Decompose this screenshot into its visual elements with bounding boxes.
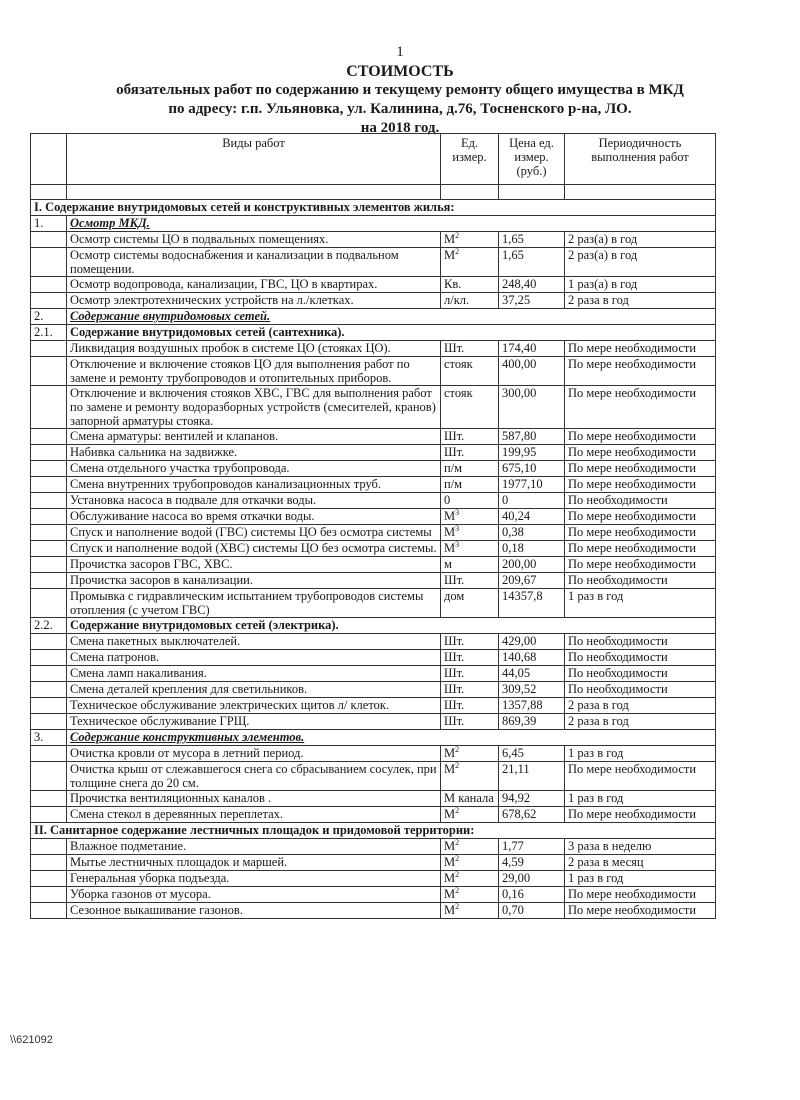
row-number bbox=[31, 277, 67, 293]
row-number bbox=[31, 650, 67, 666]
price-cell: 200,00 bbox=[499, 557, 565, 573]
table-row bbox=[31, 762, 716, 791]
unit-cell bbox=[441, 714, 499, 730]
period-cell: По мере необходимости bbox=[565, 445, 716, 461]
unit-cell bbox=[441, 698, 499, 714]
unit-text: Шт. bbox=[444, 650, 465, 664]
unit-text: М bbox=[444, 248, 456, 262]
unit-cell bbox=[441, 557, 499, 573]
unit-text: м bbox=[444, 557, 452, 571]
period-cell: По мере необходимости bbox=[565, 903, 716, 919]
section-heading-row bbox=[31, 200, 716, 216]
row-number bbox=[31, 357, 67, 386]
period-cell: 2 раз(а) в год bbox=[565, 248, 716, 277]
table-row bbox=[31, 557, 716, 573]
unit-text: Шт. bbox=[444, 666, 465, 680]
unit-exponent: 2 bbox=[455, 761, 460, 770]
work-name: Смена ламп накаливания. bbox=[67, 666, 441, 682]
subsection-title: Осмотр МКД. bbox=[67, 216, 716, 232]
unit-cell bbox=[441, 477, 499, 493]
unit-cell bbox=[441, 573, 499, 589]
price-cell: 94,92 bbox=[499, 791, 565, 807]
unit-exponent: 2 bbox=[455, 231, 460, 240]
unit-cell bbox=[441, 887, 499, 903]
price-cell: 199,95 bbox=[499, 445, 565, 461]
price-cell: 29,00 bbox=[499, 871, 565, 887]
row-number bbox=[31, 461, 67, 477]
period-cell: По необходимости bbox=[565, 493, 716, 509]
empty-cell bbox=[67, 185, 441, 200]
work-name: Осмотр системы водоснабжения и канализации в подвальном помещении. bbox=[67, 248, 441, 277]
subsection-row bbox=[31, 309, 716, 325]
unit-exponent: 3 bbox=[455, 540, 460, 549]
period-cell: 2 раза в год bbox=[565, 698, 716, 714]
table-row bbox=[31, 293, 716, 309]
unit-cell bbox=[441, 746, 499, 762]
period-cell: По мере необходимости bbox=[565, 541, 716, 557]
unit-exponent: 2 bbox=[455, 902, 460, 911]
table-spacer-row bbox=[31, 185, 716, 200]
row-number bbox=[31, 573, 67, 589]
unit-text: п/м bbox=[444, 477, 463, 491]
table-row bbox=[31, 855, 716, 871]
price-cell: 675,10 bbox=[499, 461, 565, 477]
document-title: СТОИМОСТЬ bbox=[346, 63, 454, 80]
column-header-works: Виды работ bbox=[67, 134, 441, 185]
unit-cell bbox=[441, 903, 499, 919]
table-row bbox=[31, 493, 716, 509]
price-cell: 1977,10 bbox=[499, 477, 565, 493]
price-cell: 0,38 bbox=[499, 525, 565, 541]
period-cell: По мере необходимости bbox=[565, 762, 716, 791]
table-row bbox=[31, 357, 716, 386]
unit-text: М bbox=[444, 871, 456, 885]
period-cell: 1 раз в год bbox=[565, 871, 716, 887]
table-row bbox=[31, 525, 716, 541]
work-name: Смена пакетных выключателей. bbox=[67, 634, 441, 650]
unit-text: стояк bbox=[444, 357, 473, 371]
work-name: Техническое обслуживание ГРЩ. bbox=[67, 714, 441, 730]
unit-cell bbox=[441, 666, 499, 682]
work-name: Техническое обслуживание электрических щитов л/ клеток. bbox=[67, 698, 441, 714]
period-cell: По мере необходимости bbox=[565, 461, 716, 477]
unit-text: М bbox=[444, 509, 456, 523]
unit-exponent: 3 bbox=[455, 508, 460, 517]
work-name: Смена стекол в деревянных переплетах. bbox=[67, 807, 441, 823]
work-name: Ликвидация воздушных пробок в системе ЦО (стояках ЦО). bbox=[67, 341, 441, 357]
period-cell: По мере необходимости bbox=[565, 509, 716, 525]
period-cell: По мере необходимости bbox=[565, 887, 716, 903]
unit-exponent: 2 bbox=[455, 870, 460, 879]
unit-cell bbox=[441, 509, 499, 525]
empty-cell bbox=[565, 185, 716, 200]
row-number bbox=[31, 493, 67, 509]
unit-text: М bbox=[444, 762, 456, 776]
subsection-title: Содержание внутридомовых сетей. bbox=[67, 309, 716, 325]
period-cell: По мере необходимости bbox=[565, 429, 716, 445]
unit-exponent: 2 bbox=[455, 838, 460, 847]
empty-cell bbox=[31, 185, 67, 200]
work-name: Смена деталей крепления для светильников. bbox=[67, 682, 441, 698]
period-cell: По мере необходимости bbox=[565, 357, 716, 386]
unit-cell bbox=[441, 461, 499, 477]
period-cell: 2 раза в год bbox=[565, 714, 716, 730]
unit-text: Шт. bbox=[444, 429, 465, 443]
page-number: 1 bbox=[396, 44, 404, 60]
row-number bbox=[31, 855, 67, 871]
table-row bbox=[31, 429, 716, 445]
row-number bbox=[31, 589, 67, 618]
price-cell: 21,11 bbox=[499, 762, 565, 791]
unit-cell bbox=[441, 839, 499, 855]
unit-exponent: 2 bbox=[455, 806, 460, 815]
table-row bbox=[31, 871, 716, 887]
unit-text: Шт. bbox=[444, 445, 465, 459]
unit-cell bbox=[441, 525, 499, 541]
unit-text: Шт. bbox=[444, 714, 465, 728]
table-row bbox=[31, 232, 716, 248]
subsection-number: 2.1. bbox=[31, 325, 67, 341]
period-cell: 2 раза в год bbox=[565, 293, 716, 309]
price-cell: 300,00 bbox=[499, 386, 565, 429]
price-cell: 209,67 bbox=[499, 573, 565, 589]
unit-text: Шт. bbox=[444, 698, 465, 712]
table-row bbox=[31, 839, 716, 855]
section-heading-row bbox=[31, 823, 716, 839]
period-cell: 2 раза в месяц bbox=[565, 855, 716, 871]
row-number bbox=[31, 666, 67, 682]
subsection-row bbox=[31, 216, 716, 232]
row-number bbox=[31, 871, 67, 887]
work-name: Спуск и наполнение водой (ХВС) системы ЦО без осмотра системы. bbox=[67, 541, 441, 557]
price-cell: 0,70 bbox=[499, 903, 565, 919]
unit-text: М bbox=[444, 839, 456, 853]
unit-cell bbox=[441, 445, 499, 461]
unit-cell bbox=[441, 493, 499, 509]
price-cell: 37,25 bbox=[499, 293, 565, 309]
row-number bbox=[31, 682, 67, 698]
row-number bbox=[31, 541, 67, 557]
table-row bbox=[31, 509, 716, 525]
period-cell: По мере необходимости bbox=[565, 557, 716, 573]
work-name: Осмотр системы ЦО в подвальных помещениях. bbox=[67, 232, 441, 248]
work-name: Генеральная уборка подъезда. bbox=[67, 871, 441, 887]
work-name: Набивка сальника на задвижке. bbox=[67, 445, 441, 461]
period-cell: По необходимости bbox=[565, 634, 716, 650]
period-cell: 1 раз в год bbox=[565, 791, 716, 807]
column-header-num bbox=[31, 134, 67, 185]
price-cell: 309,52 bbox=[499, 682, 565, 698]
row-number bbox=[31, 445, 67, 461]
unit-exponent: 2 bbox=[455, 745, 460, 754]
table-row bbox=[31, 746, 716, 762]
subsection-title: Содержание конструктивных элементов. bbox=[67, 730, 716, 746]
unit-exponent: 2 bbox=[455, 247, 460, 256]
table-row bbox=[31, 714, 716, 730]
row-number bbox=[31, 248, 67, 277]
table-row bbox=[31, 666, 716, 682]
table-row bbox=[31, 386, 716, 429]
table-row bbox=[31, 445, 716, 461]
unit-text: М канала bbox=[444, 791, 494, 805]
column-header-unit: Ед. измер. bbox=[441, 134, 499, 185]
row-number bbox=[31, 386, 67, 429]
table-row bbox=[31, 791, 716, 807]
work-name: Смена патронов. bbox=[67, 650, 441, 666]
unit-cell bbox=[441, 386, 499, 429]
period-cell: По необходимости bbox=[565, 666, 716, 682]
price-cell: 0 bbox=[499, 493, 565, 509]
unit-text: М bbox=[444, 807, 456, 821]
row-number bbox=[31, 807, 67, 823]
row-number bbox=[31, 903, 67, 919]
price-cell: 44,05 bbox=[499, 666, 565, 682]
section-heading: II. Санитарное содержание лестничных площадок и придомовой территории: bbox=[31, 823, 716, 839]
price-cell: 1,77 bbox=[499, 839, 565, 855]
period-cell: 3 раза в неделю bbox=[565, 839, 716, 855]
price-cell: 14357,8 bbox=[499, 589, 565, 618]
work-name: Обслуживание насоса во время откачки воды. bbox=[67, 509, 441, 525]
subsection-row bbox=[31, 730, 716, 746]
work-name: Прочистка вентиляционных каналов . bbox=[67, 791, 441, 807]
work-name: Мытье лестничных площадок и маршей. bbox=[67, 855, 441, 871]
period-cell: По мере необходимости bbox=[565, 386, 716, 429]
work-name: Сезонное выкашивание газонов. bbox=[67, 903, 441, 919]
table-row bbox=[31, 461, 716, 477]
period-cell: По необходимости bbox=[565, 573, 716, 589]
price-cell: 0,16 bbox=[499, 887, 565, 903]
unit-text: М bbox=[444, 746, 456, 760]
price-cell: 0,18 bbox=[499, 541, 565, 557]
table-header-row bbox=[31, 134, 716, 185]
unit-exponent: 2 bbox=[455, 854, 460, 863]
row-number bbox=[31, 746, 67, 762]
subsection-number: 2. bbox=[31, 309, 67, 325]
row-number bbox=[31, 525, 67, 541]
unit-text: Шт. bbox=[444, 634, 465, 648]
price-cell: 678,62 bbox=[499, 807, 565, 823]
unit-text: М bbox=[444, 541, 456, 555]
row-number bbox=[31, 698, 67, 714]
price-cell: 4,59 bbox=[499, 855, 565, 871]
table-row bbox=[31, 698, 716, 714]
unit-text: М bbox=[444, 903, 456, 917]
document-subtitle-address: по адресу: г.п. Ульяновка, ул. Калинина, д.76, Тосненского р-на, ЛО. bbox=[168, 101, 632, 117]
subsection-title: Содержание внутридомовых сетей (электрика). bbox=[67, 618, 716, 634]
work-name: Осмотр электротехнических устройств на л./клетках. bbox=[67, 293, 441, 309]
table-row bbox=[31, 248, 716, 277]
subsection-number: 2.2. bbox=[31, 618, 67, 634]
row-number bbox=[31, 509, 67, 525]
unit-text: л/кл. bbox=[444, 293, 470, 307]
works-table bbox=[30, 133, 716, 919]
unit-cell bbox=[441, 541, 499, 557]
work-name: Прочистка засоров в канализации. bbox=[67, 573, 441, 589]
unit-text: п/м bbox=[444, 461, 463, 475]
empty-cell bbox=[441, 185, 499, 200]
row-number bbox=[31, 762, 67, 791]
work-name: Прочистка засоров ГВС, ХВС. bbox=[67, 557, 441, 573]
work-name: Уборка газонов от мусора. bbox=[67, 887, 441, 903]
unit-cell bbox=[441, 634, 499, 650]
unit-cell bbox=[441, 232, 499, 248]
work-name: Смена внутренних трубопроводов канализационных труб. bbox=[67, 477, 441, 493]
row-number bbox=[31, 557, 67, 573]
unit-cell bbox=[441, 650, 499, 666]
subsection-number: 1. bbox=[31, 216, 67, 232]
unit-cell bbox=[441, 277, 499, 293]
unit-cell bbox=[441, 855, 499, 871]
price-cell: 140,68 bbox=[499, 650, 565, 666]
table-row bbox=[31, 682, 716, 698]
unit-cell bbox=[441, 293, 499, 309]
unit-cell bbox=[441, 357, 499, 386]
price-cell: 429,00 bbox=[499, 634, 565, 650]
period-cell: По мере необходимости bbox=[565, 525, 716, 541]
table-row bbox=[31, 341, 716, 357]
price-cell: 587,80 bbox=[499, 429, 565, 445]
works-table-body bbox=[31, 185, 716, 919]
section-heading: I. Содержание внутридомовых сетей и конструктивных элементов жилья: bbox=[31, 200, 716, 216]
unit-cell bbox=[441, 682, 499, 698]
row-number bbox=[31, 293, 67, 309]
row-number bbox=[31, 429, 67, 445]
subsection-number: 3. bbox=[31, 730, 67, 746]
row-number bbox=[31, 714, 67, 730]
row-number bbox=[31, 232, 67, 248]
work-name: Смена арматуры: вентилей и клапанов. bbox=[67, 429, 441, 445]
table-row bbox=[31, 573, 716, 589]
price-cell: 869,39 bbox=[499, 714, 565, 730]
price-cell: 174,40 bbox=[499, 341, 565, 357]
unit-cell bbox=[441, 429, 499, 445]
period-cell: 2 раз(а) в год bbox=[565, 232, 716, 248]
unit-exponent: 2 bbox=[455, 886, 460, 895]
document-header bbox=[0, 62, 800, 138]
unit-cell bbox=[441, 762, 499, 791]
work-name: Промывка с гидравлическим испытанием трубопроводов системы отопления (с учетом ГВС) bbox=[67, 589, 441, 618]
unit-text: Шт. bbox=[444, 682, 465, 696]
unit-text: стояк bbox=[444, 386, 473, 400]
row-number bbox=[31, 839, 67, 855]
work-name: Отключение и включения стояков ХВС, ГВС для выполнения работ по замене и ремонту водоразборных устройств (смесителей, кранов) запорной арматуры стояка. bbox=[67, 386, 441, 429]
table-row bbox=[31, 807, 716, 823]
unit-text: 0 bbox=[444, 493, 451, 507]
table-row bbox=[31, 887, 716, 903]
unit-text: М bbox=[444, 232, 456, 246]
subsection-row bbox=[31, 325, 716, 341]
unit-text: Шт. bbox=[444, 341, 465, 355]
period-cell: По мере необходимости bbox=[565, 341, 716, 357]
row-number bbox=[31, 477, 67, 493]
period-cell: По необходимости bbox=[565, 650, 716, 666]
table-row bbox=[31, 650, 716, 666]
period-cell: 1 раз в год bbox=[565, 746, 716, 762]
work-name: Отключение и включение стояков ЦО для выполнения работ по замене и ремонту трубопроводов и отопительных приборов. bbox=[67, 357, 441, 386]
work-name: Установка насоса в подвале для откачки воды. bbox=[67, 493, 441, 509]
price-cell: 1,65 bbox=[499, 232, 565, 248]
work-name: Очистка кровли от мусора в летний период. bbox=[67, 746, 441, 762]
price-cell: 1,65 bbox=[499, 248, 565, 277]
row-number bbox=[31, 791, 67, 807]
subsection-title: Содержание внутридомовых сетей (сантехника). bbox=[67, 325, 716, 341]
unit-cell bbox=[441, 871, 499, 887]
period-cell: 1 раз(а) в год bbox=[565, 277, 716, 293]
price-cell: 6,45 bbox=[499, 746, 565, 762]
period-cell: 1 раз в год bbox=[565, 589, 716, 618]
work-name: Очистка крыш от слежавшегося снега со сбрасыванием сосулек, при толщине снега до 20 см. bbox=[67, 762, 441, 791]
unit-cell bbox=[441, 589, 499, 618]
work-name: Осмотр водопровода, канализации, ГВС, ЦО в квартирах. bbox=[67, 277, 441, 293]
table-row bbox=[31, 277, 716, 293]
unit-text: дом bbox=[444, 589, 465, 603]
empty-cell bbox=[499, 185, 565, 200]
price-cell: 1357,88 bbox=[499, 698, 565, 714]
period-cell: По необходимости bbox=[565, 682, 716, 698]
subsection-row bbox=[31, 618, 716, 634]
unit-text: М bbox=[444, 887, 456, 901]
period-cell: По мере необходимости bbox=[565, 477, 716, 493]
document-subtitle-year: на 2018 год. bbox=[360, 120, 440, 136]
work-name: Влажное подметание. bbox=[67, 839, 441, 855]
table-row bbox=[31, 634, 716, 650]
price-cell: 40,24 bbox=[499, 509, 565, 525]
unit-cell bbox=[441, 791, 499, 807]
unit-cell bbox=[441, 807, 499, 823]
unit-exponent: 3 bbox=[455, 524, 460, 533]
unit-text: Кв. bbox=[444, 277, 462, 291]
row-number bbox=[31, 634, 67, 650]
table-row bbox=[31, 477, 716, 493]
unit-cell bbox=[441, 341, 499, 357]
table-row bbox=[31, 903, 716, 919]
unit-cell bbox=[441, 248, 499, 277]
period-cell: По мере необходимости bbox=[565, 807, 716, 823]
price-cell: 248,40 bbox=[499, 277, 565, 293]
work-name: Смена отдельного участка трубопровода. bbox=[67, 461, 441, 477]
document-subtitle-line1: обязательных работ по содержанию и текущему ремонту общего имущества в МКД bbox=[116, 82, 684, 98]
table-row bbox=[31, 589, 716, 618]
row-number bbox=[31, 887, 67, 903]
table-row bbox=[31, 541, 716, 557]
unit-text: Шт. bbox=[444, 573, 465, 587]
column-header-period: Периодичность выполнения работ bbox=[565, 134, 716, 185]
column-header-price: Цена ед. измер. (руб.) bbox=[499, 134, 565, 185]
unit-text: М bbox=[444, 855, 456, 869]
row-number bbox=[31, 341, 67, 357]
work-name: Спуск и наполнение водой (ГВС) системы ЦО без осмотра системы bbox=[67, 525, 441, 541]
price-cell: 400,00 bbox=[499, 357, 565, 386]
unit-text: М bbox=[444, 525, 456, 539]
footer-code: \\621092 bbox=[10, 1034, 53, 1046]
